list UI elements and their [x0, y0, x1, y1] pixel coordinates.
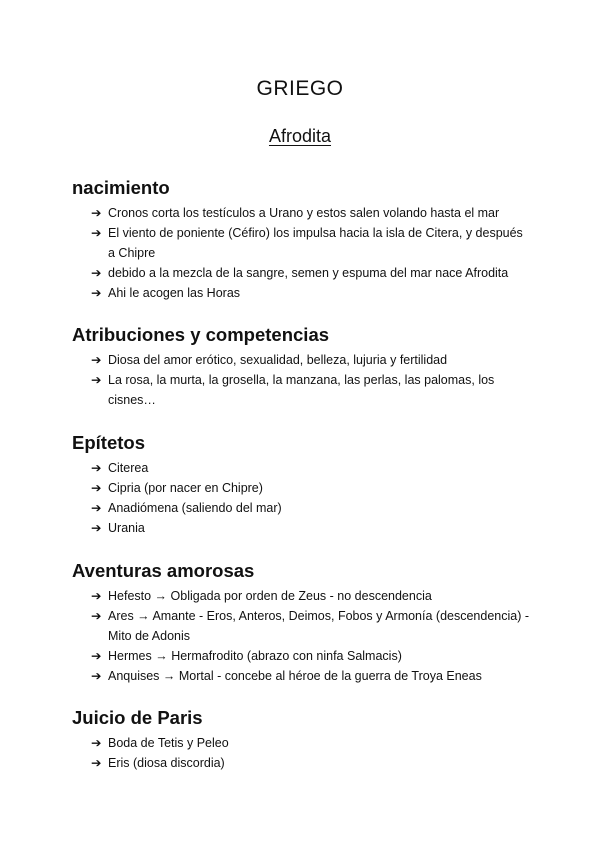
right-arrow-icon: ➔ [91, 225, 102, 240]
list-item-text: Ahi le acogen las Horas [108, 286, 241, 300]
right-arrow-icon: ➔ [91, 500, 102, 515]
section-heading: Juicio de Paris [72, 707, 203, 728]
bullet-list [72, 203, 532, 303]
right-arrow-icon: ➔ [91, 520, 102, 535]
list-item [91, 458, 532, 478]
list-item [91, 263, 532, 283]
list-item [91, 283, 532, 303]
list-item-text: Urania [108, 521, 145, 535]
list-item-text: debido a la mezcla de la sangre, semen y espuma del mar nace Afrodita [108, 266, 509, 280]
bullet-list [72, 458, 532, 538]
right-arrow-icon: ➔ [91, 755, 102, 770]
section-heading: Aventuras amorosas [72, 560, 255, 581]
right-arrow-icon: ➔ [91, 205, 102, 220]
list-item-text: Citerea [108, 461, 149, 475]
list-item-text: Boda de Tetis y Peleo [108, 736, 229, 750]
list-item [91, 606, 532, 646]
list-item [91, 203, 532, 223]
section-atribuciones [72, 323, 532, 410]
list-item-text: Cronos corta los testículos a Urano y estos salen volando hasta el mar [108, 206, 500, 220]
list-item [91, 478, 532, 498]
list-item [91, 666, 532, 686]
document-title: GRIEGO [256, 77, 344, 100]
section-aventuras-amorosas [72, 559, 532, 686]
right-arrow-icon: ➔ [91, 285, 102, 300]
list-item [91, 370, 532, 410]
list-item-text: Cipria (por nacer en Chipre) [108, 481, 263, 495]
right-arrow-icon: ➔ [91, 668, 102, 683]
section-nacimiento [72, 176, 532, 303]
list-item-text: La rosa, la murta, la grosella, la manzana, las perlas, las palomas, los cisnes… [108, 373, 495, 407]
right-arrow-icon: ➔ [91, 352, 102, 367]
right-arrow-icon: ➔ [91, 460, 102, 475]
right-arrow-icon: ➔ [91, 265, 102, 280]
bullet-list [72, 350, 532, 410]
list-item-text: Hefesto → Obligada por orden de Zeus - no descendencia [108, 589, 432, 603]
document-subtitle: Afrodita [268, 126, 332, 146]
section-heading: Epítetos [72, 432, 145, 453]
right-arrow-icon: ➔ [91, 735, 102, 750]
list-item-text: Hermes → Hermafrodito (abrazo con ninfa Salmacis) [108, 649, 402, 663]
list-item-text: Anquises → Mortal - concebe al héroe de la guerra de Troya Eneas [108, 669, 482, 683]
bullet-list [72, 733, 532, 773]
list-item-text: Diosa del amor erótico, sexualidad, belleza, lujuria y fertilidad [108, 353, 448, 367]
list-item [91, 733, 532, 753]
bullet-list [72, 586, 532, 686]
list-item [91, 498, 532, 518]
right-arrow-icon: ➔ [91, 648, 102, 663]
section-epitetos [72, 431, 532, 538]
list-item-text: Anadiómena (saliendo del mar) [108, 501, 282, 515]
list-item-text: El viento de poniente (Céfiro) los impulsa hacia la isla de Citera, y después a Chipre [108, 226, 523, 260]
right-arrow-icon: ➔ [91, 372, 102, 387]
right-arrow-icon: ➔ [91, 588, 102, 603]
section-juicio-de-paris [72, 706, 532, 773]
list-item [91, 223, 532, 263]
list-item [91, 518, 532, 538]
list-item-text: Eris (diosa discordia) [108, 756, 225, 770]
list-item [91, 350, 532, 370]
section-heading: nacimiento [72, 177, 170, 198]
list-item [91, 586, 532, 606]
section-heading: Atribuciones y competencias [72, 324, 330, 345]
right-arrow-icon: ➔ [91, 608, 102, 623]
list-item-text: Ares → Amante - Eros, Anteros, Deimos, Fobos y Armonía (descendencia) - Mito de Adonis [108, 609, 530, 643]
list-item [91, 753, 532, 773]
list-item [91, 646, 532, 666]
right-arrow-icon: ➔ [91, 480, 102, 495]
